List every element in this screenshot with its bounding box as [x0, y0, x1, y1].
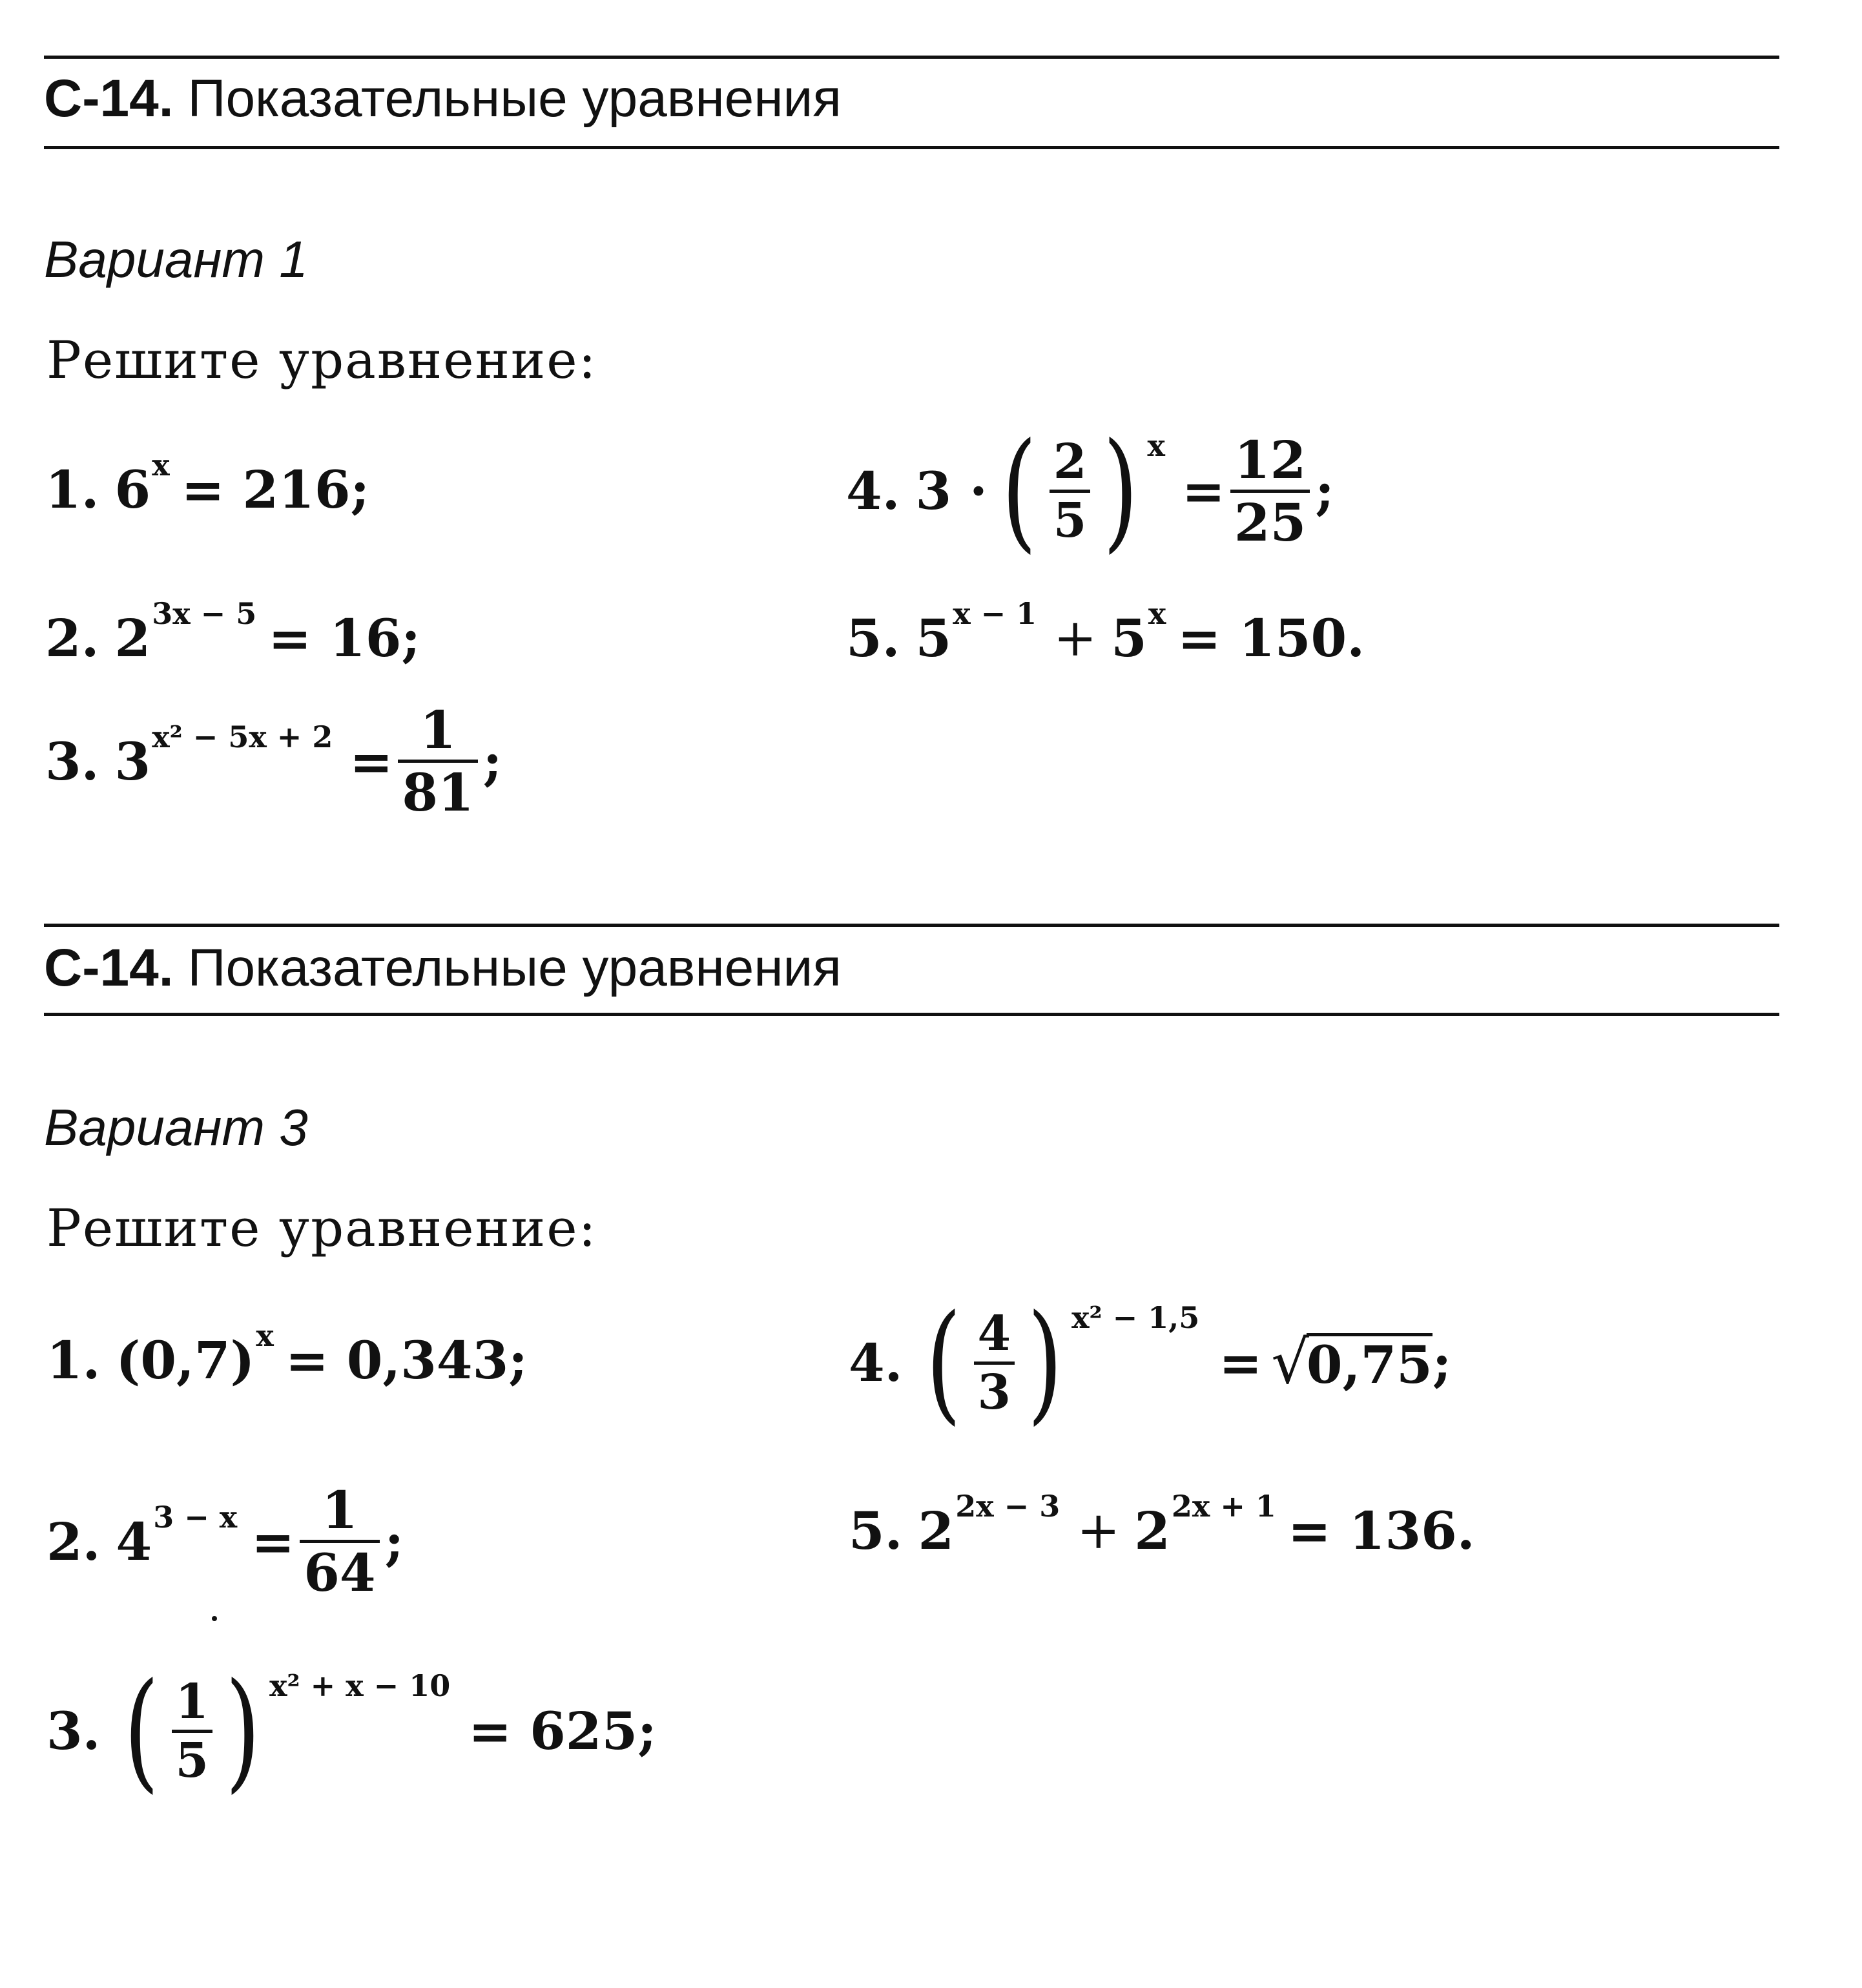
- instruction-1: Решите уравнение:: [47, 330, 597, 390]
- bottom-rule-2: [44, 1013, 1779, 1016]
- equation-v1-3: [45, 699, 502, 823]
- equation-v1-1: [45, 448, 370, 520]
- exponent: x: [152, 448, 170, 482]
- rhs: = 625;: [468, 1701, 657, 1761]
- coefficient: 3 ·: [915, 461, 988, 521]
- item-number: 5.: [849, 1500, 903, 1561]
- tail: ;: [384, 1511, 404, 1572]
- denominator: 3: [974, 1362, 1015, 1416]
- rhs: = 150.: [1177, 608, 1365, 668]
- rhs: = 16;: [268, 608, 420, 668]
- numerator: 1: [420, 699, 456, 760]
- exponent-2: x: [1148, 596, 1166, 631]
- item-number: 1.: [45, 459, 99, 520]
- plus: +: [1053, 608, 1097, 668]
- base-1: 2: [918, 1500, 955, 1561]
- item-number: 1.: [47, 1330, 101, 1391]
- denominator: 5: [1050, 490, 1091, 544]
- section-heading: Показательные уравнения: [187, 69, 842, 128]
- equals: =: [349, 730, 393, 792]
- instruction-2: Решите уравнение:: [47, 1198, 597, 1258]
- base: 4: [116, 1511, 152, 1572]
- item-number: 2.: [45, 608, 99, 668]
- fraction: [398, 699, 477, 823]
- denominator: 25: [1230, 490, 1310, 548]
- equation-v1-2: [45, 596, 420, 668]
- exponent: x² − 5x + 2: [152, 719, 333, 754]
- exponent: 3x − 5: [152, 596, 257, 631]
- equals: =: [251, 1511, 295, 1572]
- parenthesized-fraction: [994, 415, 1146, 566]
- item-number: 3.: [47, 1701, 101, 1761]
- numerator: 4: [977, 1305, 1011, 1362]
- parenthesized-fraction: [918, 1287, 1071, 1438]
- item-number: 2.: [47, 1511, 101, 1572]
- section-heading: Показательные уравнения: [187, 938, 842, 997]
- item-number: 4.: [846, 461, 900, 521]
- equation-v1-5: [846, 596, 1365, 668]
- fraction: [974, 1305, 1015, 1420]
- item-number: 4.: [849, 1332, 903, 1393]
- rhs-fraction: [1230, 429, 1310, 553]
- numerator: 1: [175, 1673, 209, 1730]
- base: (0,7): [116, 1330, 255, 1391]
- base-1: 5: [915, 608, 952, 668]
- base: 2: [114, 608, 151, 668]
- equals: =: [1219, 1332, 1263, 1393]
- square-root: [1271, 1328, 1433, 1397]
- equation-v3-5: [849, 1489, 1475, 1561]
- exponent: x: [1147, 428, 1165, 463]
- exponent: 3 − x: [153, 1499, 238, 1535]
- fraction: [1050, 433, 1091, 548]
- radical-sign-icon: √: [1271, 1328, 1309, 1397]
- fraction: [172, 1673, 213, 1788]
- parenthesized-fraction: [116, 1655, 269, 1806]
- denominator: 5: [172, 1730, 213, 1785]
- plus: +: [1077, 1500, 1121, 1560]
- rhs: = 216;: [181, 459, 370, 520]
- right-paren: ): [1103, 415, 1139, 566]
- variant-label-1: Вариант 1: [44, 231, 308, 288]
- radicand: 0,75: [1306, 1334, 1433, 1395]
- stray-dot: [212, 1616, 217, 1621]
- left-paren: (: [123, 1655, 159, 1806]
- numerator: 12: [1234, 429, 1307, 490]
- base: 6: [114, 459, 151, 520]
- denominator: 64: [300, 1540, 379, 1599]
- section-code: С-14.: [44, 938, 174, 997]
- equation-v3-2: [47, 1480, 404, 1603]
- section-code: С-14.: [44, 69, 174, 128]
- rhs: = 0,343;: [285, 1330, 528, 1391]
- numerator: 2: [1053, 433, 1087, 490]
- exponent-2: 2x + 1: [1171, 1489, 1276, 1524]
- top-rule-2: [44, 924, 1779, 927]
- tail: ;: [482, 730, 502, 792]
- exponent: x² + x − 10: [269, 1668, 451, 1703]
- equation-v3-1: [47, 1318, 528, 1391]
- base: 3: [114, 730, 151, 792]
- denominator: 81: [398, 760, 477, 818]
- top-rule-1: [44, 56, 1779, 59]
- item-number: 3.: [45, 730, 99, 792]
- numerator: 1: [322, 1480, 358, 1540]
- section-title-1: [44, 69, 842, 128]
- equation-v3-4: [849, 1287, 1452, 1438]
- exponent-1: 2x − 3: [955, 1489, 1060, 1524]
- tail: ;: [1315, 461, 1334, 521]
- variant-label-2: Вариант 3: [44, 1099, 308, 1156]
- left-paren: (: [926, 1287, 961, 1438]
- bottom-rule-1: [44, 146, 1779, 149]
- base-2: 5: [1111, 608, 1147, 668]
- equation-v1-4: [846, 415, 1334, 566]
- left-paren: (: [1001, 415, 1037, 566]
- base-2: 2: [1134, 1500, 1170, 1561]
- fraction: [300, 1480, 379, 1603]
- exponent: x: [256, 1318, 274, 1353]
- item-number: 5.: [846, 608, 900, 668]
- right-paren: ): [225, 1655, 261, 1806]
- equation-v3-3: [47, 1655, 657, 1806]
- exponent-1: x − 1: [953, 596, 1037, 631]
- right-paren: ): [1027, 1287, 1063, 1438]
- equals: =: [1181, 461, 1225, 521]
- exponent: x² − 1,5: [1071, 1300, 1200, 1335]
- section-title-2: [44, 938, 842, 997]
- tail: ;: [1432, 1332, 1452, 1393]
- rhs: = 136.: [1287, 1500, 1475, 1561]
